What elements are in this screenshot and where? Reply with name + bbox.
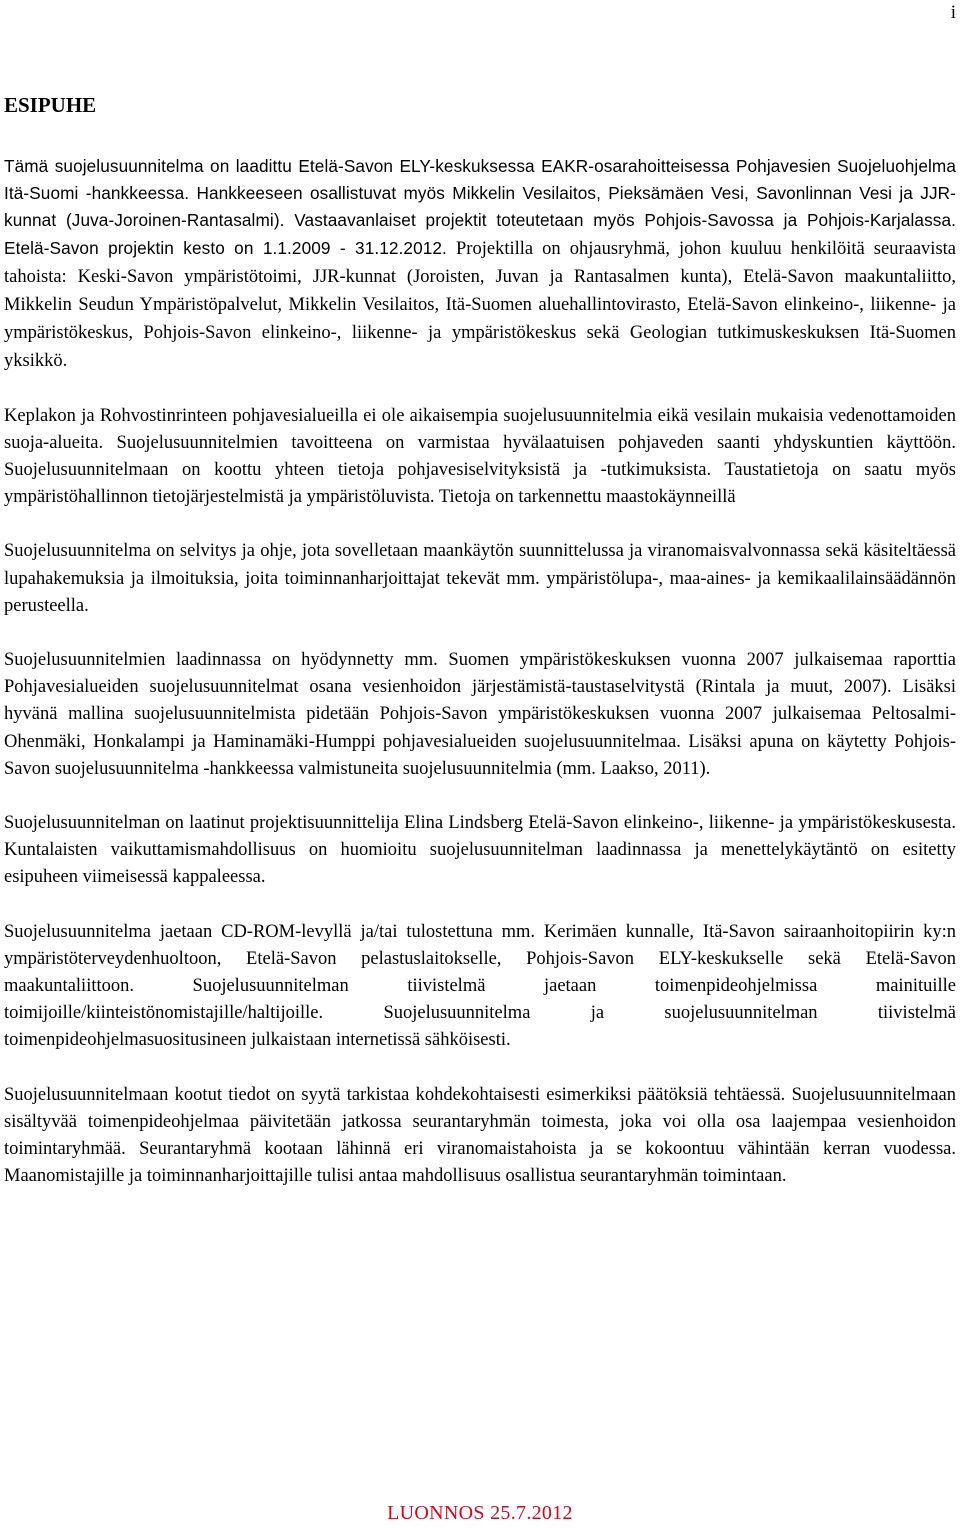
page-number: i xyxy=(950,2,956,23)
paragraph-sources: Suojelusuunnitelmien laadinnassa on hyödynnetty mm. Suomen ympäristökeskuksen vuonna 2007 julkaisemaa raporttia Pohjavesialueiden suojelusuunnitelmat osana vesienhoidon järjestämistä-taustaselvitystä (Rintala ja muut, 2007). Lisäksi hyvänä mallina suojelusuunnitelmista pidetään Pohjois-Savon ympäristökeskuksen vuonna 2007 julkaisemaa Peltosalmi-Ohenmäki, Honkalampi ja Haminamäki-Humppi pohjavesialueiden suojelusuunnitelmaa. Lisäksi apuna on käytetty Pohjois-Savon suojelusuunnitelma -hankkeessa valmistuneita suojelusuunnitelmia (mm. Laakso, 2011). xyxy=(4,650,956,779)
paragraph-intro-serif-part: Projektilla on ohjausryhmä, johon kuuluu henkilöitä seuraavista tahoista: Keski-Savon ympäristötoimi, JJR-kunnat (Joroisten, Juvan ja Rantasalmen kunta), Etelä-Savon maakuntaliitto, Mikkelin Seudun Ympäristöpalvelut, Mikkelin Vesilaitos, Itä-Suomen aluehallintovirasto, Etelä-Savon elinkeino-, liikenne- ja ympäristökeskus, Pohjois-Savon elinkeino-, liikenne- ja ympäristökeskus sekä Geologian tutkimuskeskuksen Itä-Suomen yksikkö. xyxy=(4,238,956,372)
paragraph-purpose: Suojelusuunnitelma on selvitys ja ohje, jota sovelletaan maankäytön suunnittelussa ja viranomaisvalvonnassa sekä käsiteltäessä lupahakemuksia ja ilmoituksia, joita toiminnanharjoittajat tekevät mm. ympäristölupa-, maa-aines- ja kemikaalilainsäädännön perusteella. xyxy=(4,541,956,616)
paragraph-author: Suojelusuunnitelman on laatinut projektisuunnittelija Elina Lindsberg Etelä-Savon elinkeino-, liikenne- ja ympäristökeskusesta. Kuntalaisten vaikuttamismahdollisuus on huomioitu suojelusuunnitelman laadinnassa ja menettelykäytäntö on esitetty esipuheen viimeisessä kappaleessa. xyxy=(4,813,956,888)
paragraph-distribution: Suojelusuunnitelma jaetaan CD-ROM-levyllä ja/tai tulostettuna mm. Kerimäen kunnalle, Itä-Savon sairaanhoitopiirin ky:n ympäristöterveydenhuoltoon, Etelä-Savon pelastuslaitokselle, Pohjois-Savon ELY-keskukselle sekä Etelä-Savon maakuntaliittoon. Suojelusuunnitelman tiivistelmä jaetaan toimenpideohjelmissa mainituille toimijoille/kiinteistönomistajille/haltijoille. Suojelusuunnitelma ja suojelusuunnitelman tiivistelmä toimenpideohjelmasuositusineen julkaistaan internetissä sähköisesti. xyxy=(4,921,956,1051)
draft-footer: LUONNOS 25.7.2012 xyxy=(387,1502,573,1524)
paragraph-intro-sans-part: Tämä suojelusuunnitelma on laadittu Etelä-Savon ELY-keskuksessa EAKR-osarahoitteisessa Pohjavesien Suojeluohjelma Itä-Suomi -hankkeessa. Hankkeeseen osallistuvat myös Mikkelin Vesilaitos, Pieksämäen Vesi, Savonlinnan Vesi ja JJR-kunnat (Juva-Joroinen-Rantasalmi). Vastaavanlaiset projektit toteutetaan myös Pohjois-Savossa ja Pohjois-Karjalassa. Etelä-Savon projektin kesto on 1.1.2009 - 31.12.2012. xyxy=(4,156,956,258)
paragraph-intro xyxy=(4,153,956,376)
paragraph-monitoring: Suojelusuunnitelmaan kootut tiedot on syytä tarkistaa kohdekohtaisesti esimerkiksi päätöksiä tehtäessä. Suojelusuunnitelmaan sisältyvää toimenpideohjelmaa päivitetään jatkossa seurantaryhmän toimesta, joka voi olla osa laajempaa vesienhoidon toimintaryhmää. Seurantaryhmä kootaan lähinnä eri viranomaistahoista ja se kokoontuu vähintään kerran vuodessa. Maanomistajille ja toiminnanharjoittajille tulisi antaa mahdollisuus osallistua seurantaryhmän toimintaan. xyxy=(4,1084,956,1187)
body-text xyxy=(4,153,956,1218)
page-title: ESIPUHE xyxy=(4,93,97,117)
paragraph-background: Keplakon ja Rohvostinrinteen pohjavesialueilla ei ole aikaisempia suojelusuunnitelmia eikä vesilain mukaisia vedenottamoiden suoja-alueita. Suojelusuunnitelmien tavoitteena on varmistaa hyvälaatuisen pohjaveden saanti yhdyskuntien käyttöön. Suojelusuunnitelmaan on koottu yhteen tietoja pohjavesiselvityksistä ja -tutkimuksista. Taustatietoja on saatu myös ympäristöhallinnon tietojärjestelmistä ja ympäristöluvista. Tietoja on tarkennettu maastokäynneillä xyxy=(4,405,956,508)
